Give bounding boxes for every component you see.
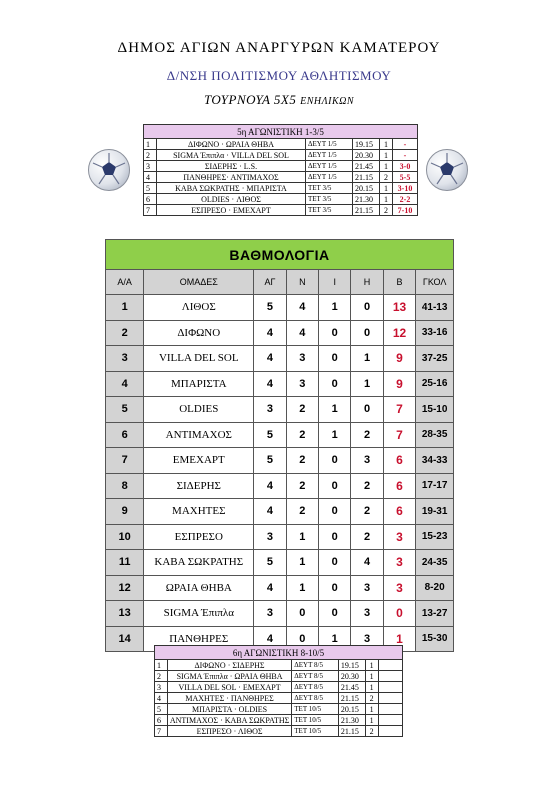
fixture-number: 3 [155, 682, 168, 693]
standings-wins: 2 [286, 499, 318, 525]
standings-position: 6 [106, 422, 144, 448]
municipality-title: ΔΗΜΟΣ ΑΓΙΩΝ ΑΝΑΡΓΥΡΩΝ ΚΑΜΑΤΕΡΟΥ [117, 40, 441, 56]
fixture-court: 1 [380, 139, 393, 150]
fixture-time: 20.30 [338, 671, 365, 682]
fixture-result [378, 671, 402, 682]
standings-row [106, 550, 454, 576]
standings-team: ΛΙΘΟΣ [144, 295, 254, 321]
fixture-day: ΔΕΥΤ 8/5 [292, 693, 339, 704]
fixture-time: 21.30 [338, 715, 365, 726]
fixture-result: 7-10 [393, 205, 418, 216]
standings-draws: 0 [319, 499, 351, 525]
standings-played: 4 [254, 346, 286, 372]
standings-row [106, 524, 454, 550]
fixture-number: 2 [144, 150, 157, 161]
football-icon-right [426, 149, 468, 191]
fixture-day: ΔΕΥΤ 8/5 [292, 671, 339, 682]
standings-goals: 37-25 [416, 346, 454, 372]
standings-wins: 0 [286, 601, 318, 627]
fixture-match: ΜΠΑΡΙΣΤΑ · OLDIES [167, 704, 291, 715]
fixture-result [378, 715, 402, 726]
fixture-day: ΔΕΥΤ 1/5 [306, 139, 353, 150]
standings-team: ΕΜΕΧΑΡΤ [144, 448, 254, 474]
fixture-row [144, 161, 418, 172]
fixture-day: ΤΕΤ 3/5 [306, 183, 353, 194]
fixture-match: SIGMA Έπιπλα · VILLA DEL SOL [157, 150, 306, 161]
fixture-time: 21.45 [338, 682, 365, 693]
fixture-court: 1 [380, 194, 393, 205]
standings-draws: 0 [319, 601, 351, 627]
fixture-result: 2-2 [393, 194, 418, 205]
standings-draws: 0 [319, 448, 351, 474]
fixture-time: 21.15 [338, 726, 365, 737]
fixture-number: 4 [144, 172, 157, 183]
fixture-number: 1 [144, 139, 157, 150]
standings-points: 0 [383, 601, 416, 627]
fixture-result: - [393, 139, 418, 150]
fixture-result [378, 660, 402, 671]
standings-losses: 2 [351, 422, 383, 448]
fixture-row [155, 660, 403, 671]
fixture-row [155, 682, 403, 693]
fixture-day: ΔΕΥΤ 8/5 [292, 682, 339, 693]
standings-points: 3 [383, 550, 416, 576]
standings-position: 9 [106, 499, 144, 525]
standings-played: 3 [254, 601, 286, 627]
standings-row [106, 397, 454, 423]
standings-row [106, 473, 454, 499]
standings-points: 13 [383, 295, 416, 321]
fixture-result [378, 682, 402, 693]
round5-fixtures-table [143, 124, 418, 216]
standings-wins: 1 [286, 550, 318, 576]
standings-goals: 24-35 [416, 550, 454, 576]
standings-row [106, 575, 454, 601]
standings-losses: 2 [351, 473, 383, 499]
standings-points: 1 [383, 626, 416, 652]
standings-losses: 2 [351, 524, 383, 550]
standings-team: ΜΑΧΗΤΕΣ [144, 499, 254, 525]
fixture-number: 4 [155, 693, 168, 704]
standings-goals: 15-30 [416, 626, 454, 652]
standings-losses: 3 [351, 575, 383, 601]
standings-points: 9 [383, 346, 416, 372]
fixture-match: VILLA DEL SOL · ΕΜΕΧΑΡΤ [167, 682, 291, 693]
standings-played: 5 [254, 448, 286, 474]
standings-position: 1 [106, 295, 144, 321]
round6-fixtures-table [154, 645, 403, 737]
standings-played: 4 [254, 499, 286, 525]
standings-team: ΩΡΑΙΑ ΘΗΒΑ [144, 575, 254, 601]
fixture-row [155, 726, 403, 737]
standings-draws: 0 [319, 550, 351, 576]
fixture-match: ΣΙΔΕΡΗΣ · L.S. [157, 161, 306, 172]
standings-points: 3 [383, 575, 416, 601]
standings-losses: 3 [351, 601, 383, 627]
standings-goals: 25-16 [416, 371, 454, 397]
fixture-match: ΑΝΤΙΜΑΧΟΣ · ΚΑΒΑ ΣΩΚΡΑΤΗΣ [167, 715, 291, 726]
standings-points: 12 [383, 320, 416, 346]
standings-position: 5 [106, 397, 144, 423]
standings-position: 14 [106, 626, 144, 652]
standings-team: ΠΑΝΘΗΡΕΣ [144, 626, 254, 652]
fixture-time: 21.45 [353, 161, 380, 172]
standings-played: 5 [254, 550, 286, 576]
standings-wins: 2 [286, 473, 318, 499]
standings-losses: 0 [351, 320, 383, 346]
standings-row [106, 295, 454, 321]
fixture-court: 1 [380, 150, 393, 161]
standings-draws: 0 [319, 346, 351, 372]
standings-points: 6 [383, 499, 416, 525]
standings-column-header: Ι [319, 270, 351, 295]
fixture-court: 1 [365, 671, 378, 682]
fixture-time: 19.15 [338, 660, 365, 671]
standings-position: 12 [106, 575, 144, 601]
fixture-number: 7 [144, 205, 157, 216]
standings-goals: 19-31 [416, 499, 454, 525]
tournament-category: ΕΝΗΛΙΚΩΝ [300, 96, 355, 107]
standings-position: 10 [106, 524, 144, 550]
standings-draws: 0 [319, 320, 351, 346]
standings-column-header: Ν [286, 270, 318, 295]
fixture-result [378, 704, 402, 715]
standings-column-header: ΟΜΑΔΕΣ [144, 270, 254, 295]
fixture-number: 6 [144, 194, 157, 205]
standings-team: OLDIES [144, 397, 254, 423]
standings-wins: 3 [286, 371, 318, 397]
fixture-court: 2 [380, 205, 393, 216]
standings-column-header: Β [383, 270, 416, 295]
standings-team: VILLA DEL SOL [144, 346, 254, 372]
fixture-match: ΕΣΠΡΕΣΟ · ΛΙΘΟΣ [167, 726, 291, 737]
standings-played: 4 [254, 371, 286, 397]
fixture-row [144, 205, 418, 216]
fixture-row [144, 183, 418, 194]
standings-row [106, 601, 454, 627]
standings-team: ΚΑΒΑ ΣΩΚΡΑΤΗΣ [144, 550, 254, 576]
standings-points: 7 [383, 397, 416, 423]
standings-wins: 1 [286, 575, 318, 601]
standings-losses: 1 [351, 371, 383, 397]
fixture-match: ΕΣΠΡΕΣΟ · ΕΜΕΧΑΡΤ [157, 205, 306, 216]
fixture-time: 20.30 [353, 150, 380, 161]
standings-goals: 17-17 [416, 473, 454, 499]
fixture-day: ΤΕΤ 10/5 [292, 704, 339, 715]
fixture-court: 2 [365, 693, 378, 704]
fixture-match: SIGMA Έπιπλα · ΩΡΑΙΑ ΘΗΒΑ [167, 671, 291, 682]
standings-column-header: Α/Α [106, 270, 144, 295]
standings-wins: 2 [286, 448, 318, 474]
standings-team: ΑΝΤΙΜΑΧΟΣ [144, 422, 254, 448]
fixture-day: ΔΕΥΤ 1/5 [306, 161, 353, 172]
standings-losses: 1 [351, 346, 383, 372]
fixture-court: 1 [380, 161, 393, 172]
standings-title: ΒΑΘΜΟΛΟΓΙΑ [106, 240, 454, 270]
fixture-number: 1 [155, 660, 168, 671]
fixture-match: OLDIES · ΛΙΘΟΣ [157, 194, 306, 205]
standings-points: 9 [383, 371, 416, 397]
standings-position: 4 [106, 371, 144, 397]
standings-goals: 13-27 [416, 601, 454, 627]
standings-points: 7 [383, 422, 416, 448]
fixture-day: ΔΕΥΤ 8/5 [292, 660, 339, 671]
fixture-court: 2 [365, 726, 378, 737]
fixture-match: ΜΑΧΗΤΕΣ · ΠΑΝΘΗΡΕΣ [167, 693, 291, 704]
standings-draws: 0 [319, 524, 351, 550]
fixture-time: 20.15 [338, 704, 365, 715]
standings-row [106, 371, 454, 397]
standings-losses: 0 [351, 295, 383, 321]
standings-played: 4 [254, 575, 286, 601]
standings-draws: 1 [319, 422, 351, 448]
fixture-number: 7 [155, 726, 168, 737]
fixture-match: ΠΑΝΘΗΡΕΣ· ΑΝΤΙΜΑΧΟΣ [157, 172, 306, 183]
fixture-row [155, 693, 403, 704]
standings-wins: 1 [286, 524, 318, 550]
fixture-day: ΤΕΤ 3/5 [306, 194, 353, 205]
fixture-result: 5-5 [393, 172, 418, 183]
standings-losses: 2 [351, 499, 383, 525]
standings-wins: 3 [286, 346, 318, 372]
fixture-day: ΤΕΤ 10/5 [292, 715, 339, 726]
standings-draws: 1 [319, 295, 351, 321]
fixture-day: ΔΕΥΤ 1/5 [306, 150, 353, 161]
standings-points: 6 [383, 448, 416, 474]
standings-row [106, 320, 454, 346]
standings-draws: 1 [319, 626, 351, 652]
standings-column-header: ΓΚΟΛ [416, 270, 454, 295]
standings-row [106, 346, 454, 372]
fixture-match: ΔΙΦΩΝΟ · ΩΡΑΙΑ ΘΗΒΑ [157, 139, 306, 150]
standings-team: ΜΠΑΡΙΣΤΑ [144, 371, 254, 397]
standings-position: 2 [106, 320, 144, 346]
fixture-day: ΤΕΤ 3/5 [306, 205, 353, 216]
fixture-number: 6 [155, 715, 168, 726]
fixture-time: 19.15 [353, 139, 380, 150]
standings-played: 4 [254, 626, 286, 652]
standings-header-row [106, 270, 454, 295]
standings-team: ΣΙΔΕΡΗΣ [144, 473, 254, 499]
fixture-result: 3-10 [393, 183, 418, 194]
standings-played: 4 [254, 473, 286, 499]
standings-losses: 4 [351, 550, 383, 576]
standings-played: 4 [254, 320, 286, 346]
fixture-match: ΚΑΒΑ ΣΩΚΡΑΤΗΣ · ΜΠΑΡΙΣΤΑ [157, 183, 306, 194]
fixture-row [144, 172, 418, 183]
fixture-row [155, 704, 403, 715]
fixture-result [378, 726, 402, 737]
fixture-row [144, 139, 418, 150]
fixture-time: 21.15 [353, 172, 380, 183]
standings-draws: 0 [319, 473, 351, 499]
fixture-court: 1 [365, 704, 378, 715]
standings-wins: 2 [286, 397, 318, 423]
standings-position: 7 [106, 448, 144, 474]
fixture-row [155, 715, 403, 726]
fixture-result: 3-0 [393, 161, 418, 172]
fixture-row [144, 150, 418, 161]
standings-position: 11 [106, 550, 144, 576]
fixture-result [378, 693, 402, 704]
standings-goals: 15-10 [416, 397, 454, 423]
fixture-row [155, 671, 403, 682]
tournament-title [0, 92, 558, 108]
standings-points: 6 [383, 473, 416, 499]
fixture-day: ΔΕΥΤ 1/5 [306, 172, 353, 183]
standings-position: 8 [106, 473, 144, 499]
standings-draws: 0 [319, 371, 351, 397]
fixture-court: 1 [365, 682, 378, 693]
standings-goals: 8-20 [416, 575, 454, 601]
fixture-day: ΤΕΤ 10/5 [292, 726, 339, 737]
fixture-number: 3 [144, 161, 157, 172]
football-icon-left [88, 149, 130, 191]
standings-goals: 15-23 [416, 524, 454, 550]
fixture-row [144, 194, 418, 205]
standings-goals: 28-35 [416, 422, 454, 448]
fixture-time: 20.15 [353, 183, 380, 194]
fixture-number: 5 [155, 704, 168, 715]
fixture-number: 2 [155, 671, 168, 682]
standings-wins: 2 [286, 422, 318, 448]
fixture-time: 21.15 [338, 693, 365, 704]
standings-points: 3 [383, 524, 416, 550]
standings-wins: 0 [286, 626, 318, 652]
fixture-time: 21.15 [353, 205, 380, 216]
standings-table [105, 239, 454, 652]
standings-column-header: ΑΓ [254, 270, 286, 295]
round6-title: 6η ΑΓΩΝΙΣΤΙΚΗ 8-10/5 [155, 646, 403, 660]
standings-losses: 0 [351, 397, 383, 423]
standings-column-header: Η [351, 270, 383, 295]
standings-team: ΕΣΠΡΕΣΟ [144, 524, 254, 550]
standings-goals: 33-16 [416, 320, 454, 346]
standings-played: 3 [254, 524, 286, 550]
standings-row [106, 448, 454, 474]
standings-row [106, 499, 454, 525]
fixture-court: 1 [365, 660, 378, 671]
fixture-match: ΔΙΦΩΝΟ · ΣΙΔΕΡΗΣ [167, 660, 291, 671]
standings-draws: 0 [319, 575, 351, 601]
standings-goals: 34-33 [416, 448, 454, 474]
standings-position: 3 [106, 346, 144, 372]
fixture-result: - [393, 150, 418, 161]
fixture-court: 2 [380, 172, 393, 183]
standings-losses: 3 [351, 626, 383, 652]
standings-row [106, 422, 454, 448]
department-subtitle: Δ/ΝΣΗ ΠΟΛΙΤΙΣΜΟΥ ΑΘΛΗΤΙΣΜΟΥ [166, 68, 392, 83]
standings-played: 3 [254, 397, 286, 423]
fixture-number: 5 [144, 183, 157, 194]
fixture-court: 1 [365, 715, 378, 726]
standings-losses: 3 [351, 448, 383, 474]
standings-wins: 4 [286, 320, 318, 346]
standings-wins: 4 [286, 295, 318, 321]
standings-position: 13 [106, 601, 144, 627]
round5-title: 5η ΑΓΩΝΙΣΤΙΚΗ 1-3/5 [144, 125, 418, 139]
standings-played: 5 [254, 295, 286, 321]
standings-team: ΔΙΦΩΝΟ [144, 320, 254, 346]
standings-goals: 41-13 [416, 295, 454, 321]
fixture-time: 21.30 [353, 194, 380, 205]
fixture-court: 1 [380, 183, 393, 194]
standings-team: SIGMA Έπιπλα [144, 601, 254, 627]
standings-draws: 1 [319, 397, 351, 423]
standings-played: 5 [254, 422, 286, 448]
tournament-name: ΤΟΥΡΝΟΥΑ 5Χ5 [203, 92, 297, 107]
